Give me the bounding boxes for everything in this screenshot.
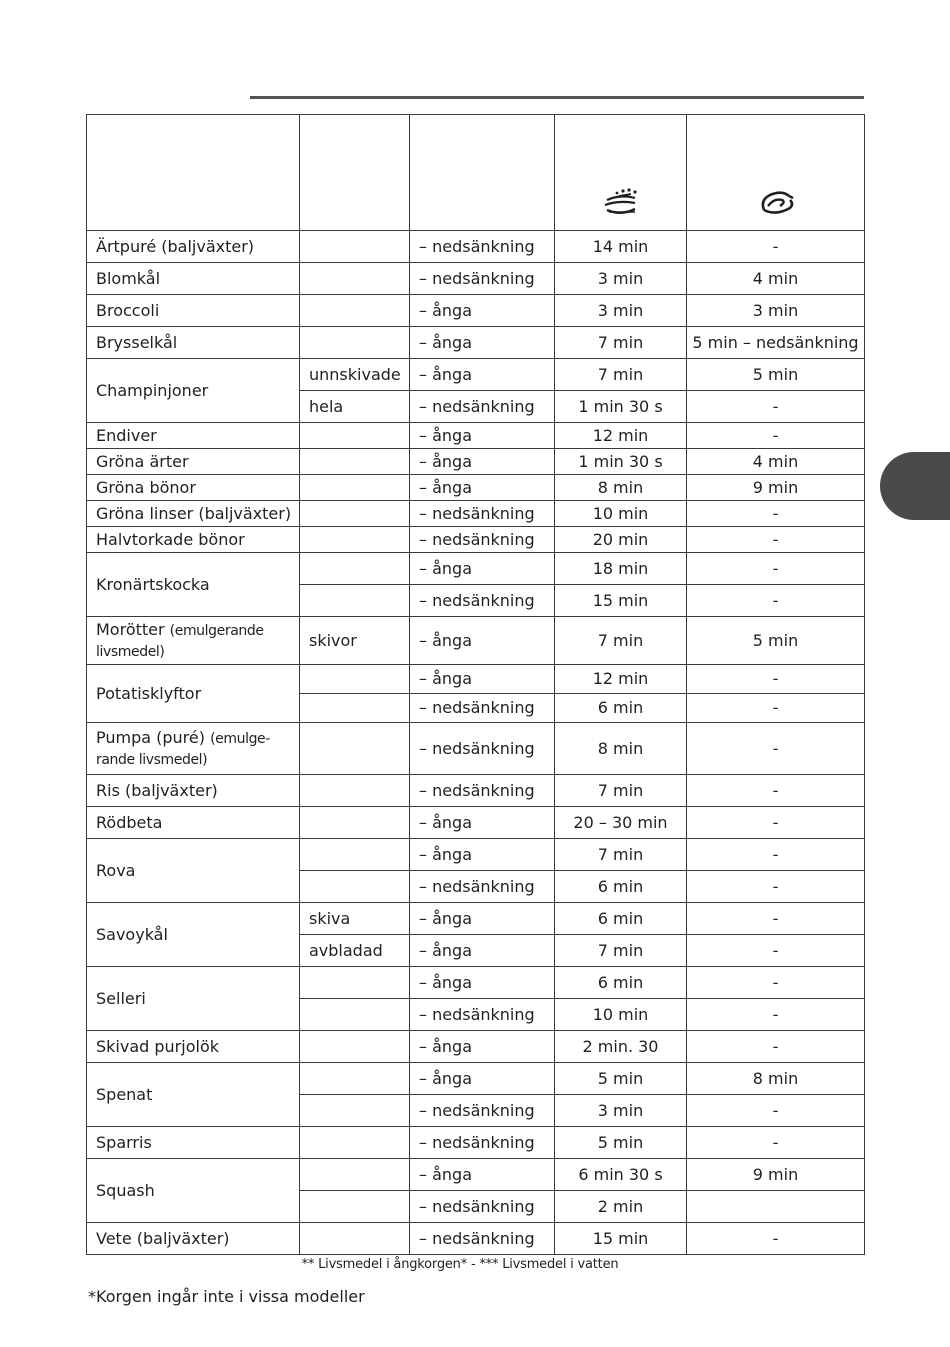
steam-time-cell: 6 min 30 s bbox=[555, 1159, 687, 1191]
table-row bbox=[87, 501, 865, 527]
food-name: Pumpa (puré) bbox=[96, 727, 205, 747]
water-time-cell: - bbox=[687, 391, 865, 423]
food-name: Squash bbox=[96, 1180, 155, 1200]
food-name-note: (emulge-rande livsmedel) bbox=[96, 730, 270, 768]
food-name-cell bbox=[87, 475, 300, 501]
table-row bbox=[87, 723, 865, 775]
steam-time-cell: 3 min bbox=[555, 295, 687, 327]
food-name: Sparris bbox=[96, 1132, 152, 1152]
water-time-cell bbox=[687, 1191, 865, 1223]
table-row bbox=[87, 263, 865, 295]
method-cell: – ånga bbox=[410, 359, 555, 391]
steam-time-cell: 6 min bbox=[555, 694, 687, 723]
method-cell: – nedsänkning bbox=[410, 231, 555, 263]
water-time-cell: 8 min bbox=[687, 1063, 865, 1095]
food-name-cell bbox=[87, 967, 300, 1031]
steam-time-cell: 1 min 30 s bbox=[555, 449, 687, 475]
food-name: Vete (baljväxter) bbox=[96, 1228, 230, 1248]
prep-cell bbox=[300, 295, 410, 327]
food-name-cell bbox=[87, 553, 300, 617]
steam-time-cell: 2 min bbox=[555, 1191, 687, 1223]
water-time-cell: - bbox=[687, 999, 865, 1031]
header-cell-water bbox=[687, 115, 865, 231]
steam-time-cell: 5 min bbox=[555, 1063, 687, 1095]
food-name-cell bbox=[87, 359, 300, 423]
water-time-cell: - bbox=[687, 665, 865, 694]
water-time-cell: - bbox=[687, 935, 865, 967]
header-cell-method bbox=[410, 115, 555, 231]
steam-time-cell: 3 min bbox=[555, 1095, 687, 1127]
method-cell: – nedsänkning bbox=[410, 1191, 555, 1223]
method-cell: – ånga bbox=[410, 1063, 555, 1095]
steam-time-cell: 6 min bbox=[555, 871, 687, 903]
method-cell: – nedsänkning bbox=[410, 501, 555, 527]
table-row bbox=[87, 1159, 865, 1191]
method-cell: – nedsänkning bbox=[410, 527, 555, 553]
steam-time-cell: 7 min bbox=[555, 327, 687, 359]
table-row bbox=[87, 423, 865, 449]
steam-basket-icon bbox=[601, 186, 641, 216]
water-time-cell: - bbox=[687, 775, 865, 807]
prep-cell bbox=[300, 423, 410, 449]
steam-time-cell: 2 min. 30 bbox=[555, 1031, 687, 1063]
water-time-cell: - bbox=[687, 694, 865, 723]
steam-time-cell: 14 min bbox=[555, 231, 687, 263]
pot-water-icon bbox=[756, 186, 796, 216]
food-name: Kronärtskocka bbox=[96, 574, 210, 594]
header-cell-steam bbox=[555, 115, 687, 231]
steam-time-cell: 7 min bbox=[555, 839, 687, 871]
prep-cell bbox=[300, 553, 410, 585]
food-name: Blomkål bbox=[96, 268, 161, 288]
chapter-tab bbox=[880, 452, 950, 520]
steam-time-cell: 7 min bbox=[555, 617, 687, 665]
method-cell: – nedsänkning bbox=[410, 999, 555, 1031]
table-row bbox=[87, 775, 865, 807]
food-name: Selleri bbox=[96, 988, 146, 1008]
water-time-cell: - bbox=[687, 903, 865, 935]
food-name: Broccoli bbox=[96, 300, 160, 320]
prep-cell: hela bbox=[300, 391, 410, 423]
food-name-cell bbox=[87, 1159, 300, 1223]
food-name-cell bbox=[87, 1031, 300, 1063]
table-row bbox=[87, 359, 865, 391]
water-time-cell: - bbox=[687, 1127, 865, 1159]
table-row bbox=[87, 231, 865, 263]
prep-cell bbox=[300, 723, 410, 775]
steam-time-cell: 8 min bbox=[555, 475, 687, 501]
water-time-cell: - bbox=[687, 807, 865, 839]
food-name: Ris (baljväxter) bbox=[96, 780, 218, 800]
prep-cell bbox=[300, 871, 410, 903]
water-time-cell: - bbox=[687, 723, 865, 775]
method-cell: – nedsänkning bbox=[410, 1095, 555, 1127]
food-name-cell bbox=[87, 903, 300, 967]
food-name: Halvtorkade bönor bbox=[96, 529, 245, 549]
water-time-cell: - bbox=[687, 553, 865, 585]
header-cell-food bbox=[87, 115, 300, 231]
table-row bbox=[87, 327, 865, 359]
steam-time-cell: 20 min bbox=[555, 527, 687, 553]
prep-cell bbox=[300, 1095, 410, 1127]
method-cell: – ånga bbox=[410, 475, 555, 501]
food-name-cell bbox=[87, 665, 300, 723]
method-cell: – nedsänkning bbox=[410, 871, 555, 903]
steam-time-cell: 12 min bbox=[555, 665, 687, 694]
water-time-cell: 5 min bbox=[687, 617, 865, 665]
water-time-cell: - bbox=[687, 423, 865, 449]
food-name-cell bbox=[87, 295, 300, 327]
steam-time-cell: 6 min bbox=[555, 903, 687, 935]
water-time-cell: - bbox=[687, 1223, 865, 1255]
steam-time-cell: 8 min bbox=[555, 723, 687, 775]
food-name-cell bbox=[87, 327, 300, 359]
cooking-times-table bbox=[86, 114, 865, 1255]
method-cell: – ånga bbox=[410, 449, 555, 475]
food-name-cell bbox=[87, 527, 300, 553]
prep-cell bbox=[300, 449, 410, 475]
food-name-cell bbox=[87, 1223, 300, 1255]
method-cell: – ånga bbox=[410, 807, 555, 839]
steam-time-cell: 7 min bbox=[555, 775, 687, 807]
prep-cell bbox=[300, 694, 410, 723]
food-name-cell bbox=[87, 839, 300, 903]
method-cell: – ånga bbox=[410, 553, 555, 585]
water-time-cell: 3 min bbox=[687, 295, 865, 327]
steam-time-cell: 6 min bbox=[555, 967, 687, 999]
prep-cell bbox=[300, 1127, 410, 1159]
method-cell: – ånga bbox=[410, 295, 555, 327]
method-cell: – ånga bbox=[410, 617, 555, 665]
table-row bbox=[87, 475, 865, 501]
table-row bbox=[87, 1063, 865, 1095]
prep-cell bbox=[300, 807, 410, 839]
prep-cell bbox=[300, 775, 410, 807]
prep-cell bbox=[300, 231, 410, 263]
method-cell: – nedsänkning bbox=[410, 585, 555, 617]
table-row bbox=[87, 1127, 865, 1159]
water-time-cell: - bbox=[687, 527, 865, 553]
steam-time-cell: 20 – 30 min bbox=[555, 807, 687, 839]
food-name-cell bbox=[87, 775, 300, 807]
prep-cell bbox=[300, 839, 410, 871]
footnote: ** Livsmedel i ångkorgen* - *** Livsmedel i vatten bbox=[301, 1257, 619, 1272]
method-cell: – nedsänkning bbox=[410, 263, 555, 295]
prep-cell bbox=[300, 967, 410, 999]
prep-cell: skivor bbox=[300, 617, 410, 665]
method-cell: – nedsänkning bbox=[410, 391, 555, 423]
water-time-cell: - bbox=[687, 871, 865, 903]
food-name-cell bbox=[87, 617, 300, 665]
method-cell: – ånga bbox=[410, 327, 555, 359]
steam-time-cell: 3 min bbox=[555, 263, 687, 295]
method-cell: – ånga bbox=[410, 903, 555, 935]
steam-time-cell: 5 min bbox=[555, 1127, 687, 1159]
prep-cell bbox=[300, 1191, 410, 1223]
method-cell: – nedsänkning bbox=[410, 694, 555, 723]
water-time-cell: 4 min bbox=[687, 449, 865, 475]
prep-cell: skiva bbox=[300, 903, 410, 935]
method-cell: – nedsänkning bbox=[410, 1223, 555, 1255]
food-name-cell bbox=[87, 501, 300, 527]
water-time-cell: - bbox=[687, 585, 865, 617]
water-time-cell: - bbox=[687, 839, 865, 871]
table-row bbox=[87, 903, 865, 935]
water-time-cell: 4 min bbox=[687, 263, 865, 295]
steam-time-cell: 10 min bbox=[555, 999, 687, 1031]
food-name: Brysselkål bbox=[96, 332, 178, 352]
steam-time-cell: 12 min bbox=[555, 423, 687, 449]
food-name-cell bbox=[87, 423, 300, 449]
method-cell: – ånga bbox=[410, 1031, 555, 1063]
food-name: Gröna ärter bbox=[96, 451, 189, 471]
food-name-cell bbox=[87, 807, 300, 839]
water-time-cell: - bbox=[687, 501, 865, 527]
table-row bbox=[87, 665, 865, 694]
water-time-cell: - bbox=[687, 1095, 865, 1127]
method-cell: – nedsänkning bbox=[410, 1127, 555, 1159]
prep-cell bbox=[300, 263, 410, 295]
prep-cell bbox=[300, 1063, 410, 1095]
food-name-cell bbox=[87, 231, 300, 263]
steam-time-cell: 15 min bbox=[555, 585, 687, 617]
food-name-cell bbox=[87, 1063, 300, 1127]
food-name: Spenat bbox=[96, 1084, 153, 1104]
method-cell: – nedsänkning bbox=[410, 723, 555, 775]
prep-cell bbox=[300, 1031, 410, 1063]
header-cell-prep bbox=[300, 115, 410, 231]
prep-cell bbox=[300, 665, 410, 694]
water-time-cell: - bbox=[687, 967, 865, 999]
table-row bbox=[87, 839, 865, 871]
water-time-cell: 9 min bbox=[687, 475, 865, 501]
table-row bbox=[87, 1223, 865, 1255]
food-name-note: (emulgerande livsmedel) bbox=[96, 622, 264, 660]
method-cell: – ånga bbox=[410, 935, 555, 967]
food-name: Morötter bbox=[96, 619, 165, 639]
food-name-cell bbox=[87, 723, 300, 775]
water-time-cell: 5 min bbox=[687, 359, 865, 391]
steam-time-cell: 7 min bbox=[555, 359, 687, 391]
table-row bbox=[87, 295, 865, 327]
steam-time-cell: 18 min bbox=[555, 553, 687, 585]
steam-time-cell: 10 min bbox=[555, 501, 687, 527]
method-cell: – nedsänkning bbox=[410, 775, 555, 807]
water-time-cell: 9 min bbox=[687, 1159, 865, 1191]
food-name-cell bbox=[87, 1127, 300, 1159]
table-row bbox=[87, 967, 865, 999]
water-time-cell: - bbox=[687, 231, 865, 263]
food-name: Savoykål bbox=[96, 924, 168, 944]
steam-time-cell: 1 min 30 s bbox=[555, 391, 687, 423]
food-name: Ärtpuré (baljväxter) bbox=[96, 236, 255, 256]
food-name: Potatisklyftor bbox=[96, 683, 202, 703]
water-time-cell: - bbox=[687, 1031, 865, 1063]
prep-cell: unnskivade bbox=[300, 359, 410, 391]
prep-cell bbox=[300, 585, 410, 617]
water-time-cell: 5 min – nedsänkning bbox=[687, 327, 865, 359]
table-row bbox=[87, 1031, 865, 1063]
steam-time-cell: 7 min bbox=[555, 935, 687, 967]
food-name: Rödbeta bbox=[96, 812, 163, 832]
table-row bbox=[87, 553, 865, 585]
top-rule bbox=[250, 96, 864, 99]
table-row bbox=[87, 527, 865, 553]
prep-cell bbox=[300, 527, 410, 553]
prep-cell bbox=[300, 327, 410, 359]
method-cell: – ånga bbox=[410, 1159, 555, 1191]
prep-cell bbox=[300, 475, 410, 501]
food-name: Endiver bbox=[96, 425, 157, 445]
method-cell: – ånga bbox=[410, 967, 555, 999]
food-name-cell bbox=[87, 449, 300, 475]
prep-cell: avbladad bbox=[300, 935, 410, 967]
steam-time-cell: 15 min bbox=[555, 1223, 687, 1255]
table-header-row bbox=[87, 115, 865, 231]
method-cell: – ånga bbox=[410, 839, 555, 871]
method-cell: – ånga bbox=[410, 665, 555, 694]
food-name: Gröna bönor bbox=[96, 477, 196, 497]
table-row bbox=[87, 617, 865, 665]
method-cell: – ånga bbox=[410, 423, 555, 449]
prep-cell bbox=[300, 1159, 410, 1191]
table-row bbox=[87, 449, 865, 475]
food-name: Rova bbox=[96, 860, 136, 880]
food-name-cell bbox=[87, 263, 300, 295]
food-name: Gröna linser (baljväxter) bbox=[96, 503, 292, 523]
food-name: Skivad purjolök bbox=[96, 1036, 219, 1056]
prep-cell bbox=[300, 1223, 410, 1255]
food-name: Champinjoner bbox=[96, 380, 209, 400]
prep-cell bbox=[300, 501, 410, 527]
basket-note: *Korgen ingår inte i vissa modeller bbox=[88, 1287, 365, 1306]
table-row bbox=[87, 807, 865, 839]
prep-cell bbox=[300, 999, 410, 1031]
